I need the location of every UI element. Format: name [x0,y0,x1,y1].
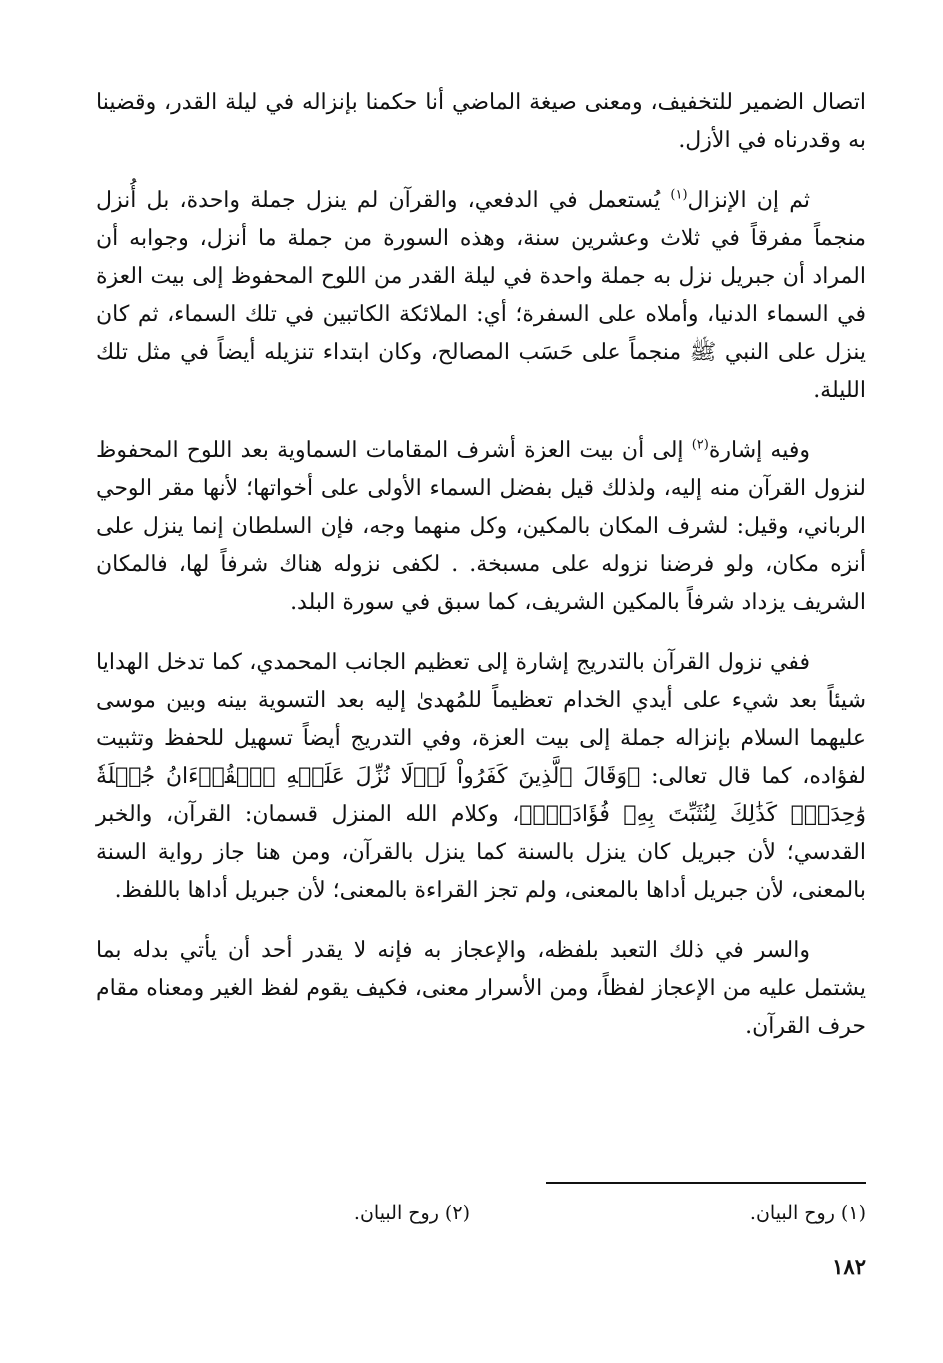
paragraph-3-start: وفيه إشارة [708,438,811,463]
page-number: ١٨٢ [832,1254,866,1279]
footnotes [96,1202,866,1232]
paragraph-5: والسر في ذلك التعبد بلفظه، والإعجاز به فإنه لا يقدر أحد أن يأتي بدله بما يشتمل عليه من الإعجاز لفظاً، ومن الأسرار معنى، فكيف يقوم لفظ الغير ومعناه مقام حرف القرآن. [96,938,866,1039]
paragraph-4: ففي نزول القرآن بالتدريج إشارة إلى تعظيم الجانب المحمدي، كما تدخل الهدايا شيئاً بعد شيء على أيدي الخدام تعظيماً للمُهدىٰ إليه بعد التسوية بينه وبين موسى عليهما السلام بإنزاله جملة إلى بيت العزة، وفي التدريج أيضاً تسهيل للحفظ وتثبيت لفؤاده، كما قال تعالى: ﴿وَقَالَ ٱلَّذِينَ كَفَرُواْ لَوۡلَا نُزِّلَ عَلَيۡهِ ٱلۡقُرۡءَانُ جُمۡلَةٗ وَٰحِدَةٗۚ كَذَٰلِكَ لِنُثَبِّتَ بِهِۦ فُؤَادَكَۖ﴾، وكلام الله المنزل قسمان: القرآن، والخبر القدسي؛ لأن جبريل كان ينزل بالسنة كما ينزل بالقرآن، ومن هنا جاز رواية السنة بالمعنى، لأن جبريل أداها بالمعنى، ولم تجز القراءة بالمعنى؛ لأن جبريل أداها باللفظ. [96,650,866,903]
page-body [96,84,866,1279]
paragraph-3 [96,432,866,622]
paragraph-2 [96,182,866,410]
footnote-divider [546,1182,866,1184]
paragraph-1: اتصال الضمير للتخفيف، ومعنى صيغة الماضي أنا حكمنا بإنزاله في ليلة القدر، وقضينا به وقدرناه في الأزل. [96,90,866,153]
paragraph-3-rest: إلى أن بيت العزة أشرف المقامات السماوية بعد اللوح المحفوظ لنزول القرآن منه إليه، ولذلك قيل بفضل السماء الأولى على أخواتها؛ لأنها مقر الوحي الرباني، وقيل: لشرف المكان بالمكين، وكل منهما وجه، فإن السلطان إنما ينزل على أنزه مكان، ولو فرضنا نزوله على مسبخة. . لكفى نزوله هناك شرفاً لها، فالمكان الشريف يزداد شرفاً بالمكين الشريف، كما سبق في سورة البلد. [96,438,866,615]
footnote-1: (١) روح البيان. [749,1202,866,1224]
footnote-ref-2: (٢) [691,437,709,453]
paragraph-2-rest: يُستعمل في الدفعي، والقرآن لم ينزل جملة واحدة، بل أُنزل منجماً مفرقاً في ثلاث وعشرين سنة، وهذه السورة من جملة ما أنزل، وجوابه أن المراد أن جبريل نزل به جملة واحدة في ليلة القدر من اللوح المحفوظ إلى بيت العزة في السماء الدنيا، وأملاه على السفرة؛ أي: الملائكة الكاتبين في تلك السماء، ثم كان ينزل على النبي ﷺ منجماً على حَسَب المصالح، وكان ابتداء تنزيله أيضاً في مثل تلك الليلة. [96,188,866,403]
paragraph-2-start: ثم إن الإنزال [687,188,810,213]
footnote-2: (٢) روح البيان. [353,1202,470,1224]
footnote-ref-1: (١) [670,187,688,203]
